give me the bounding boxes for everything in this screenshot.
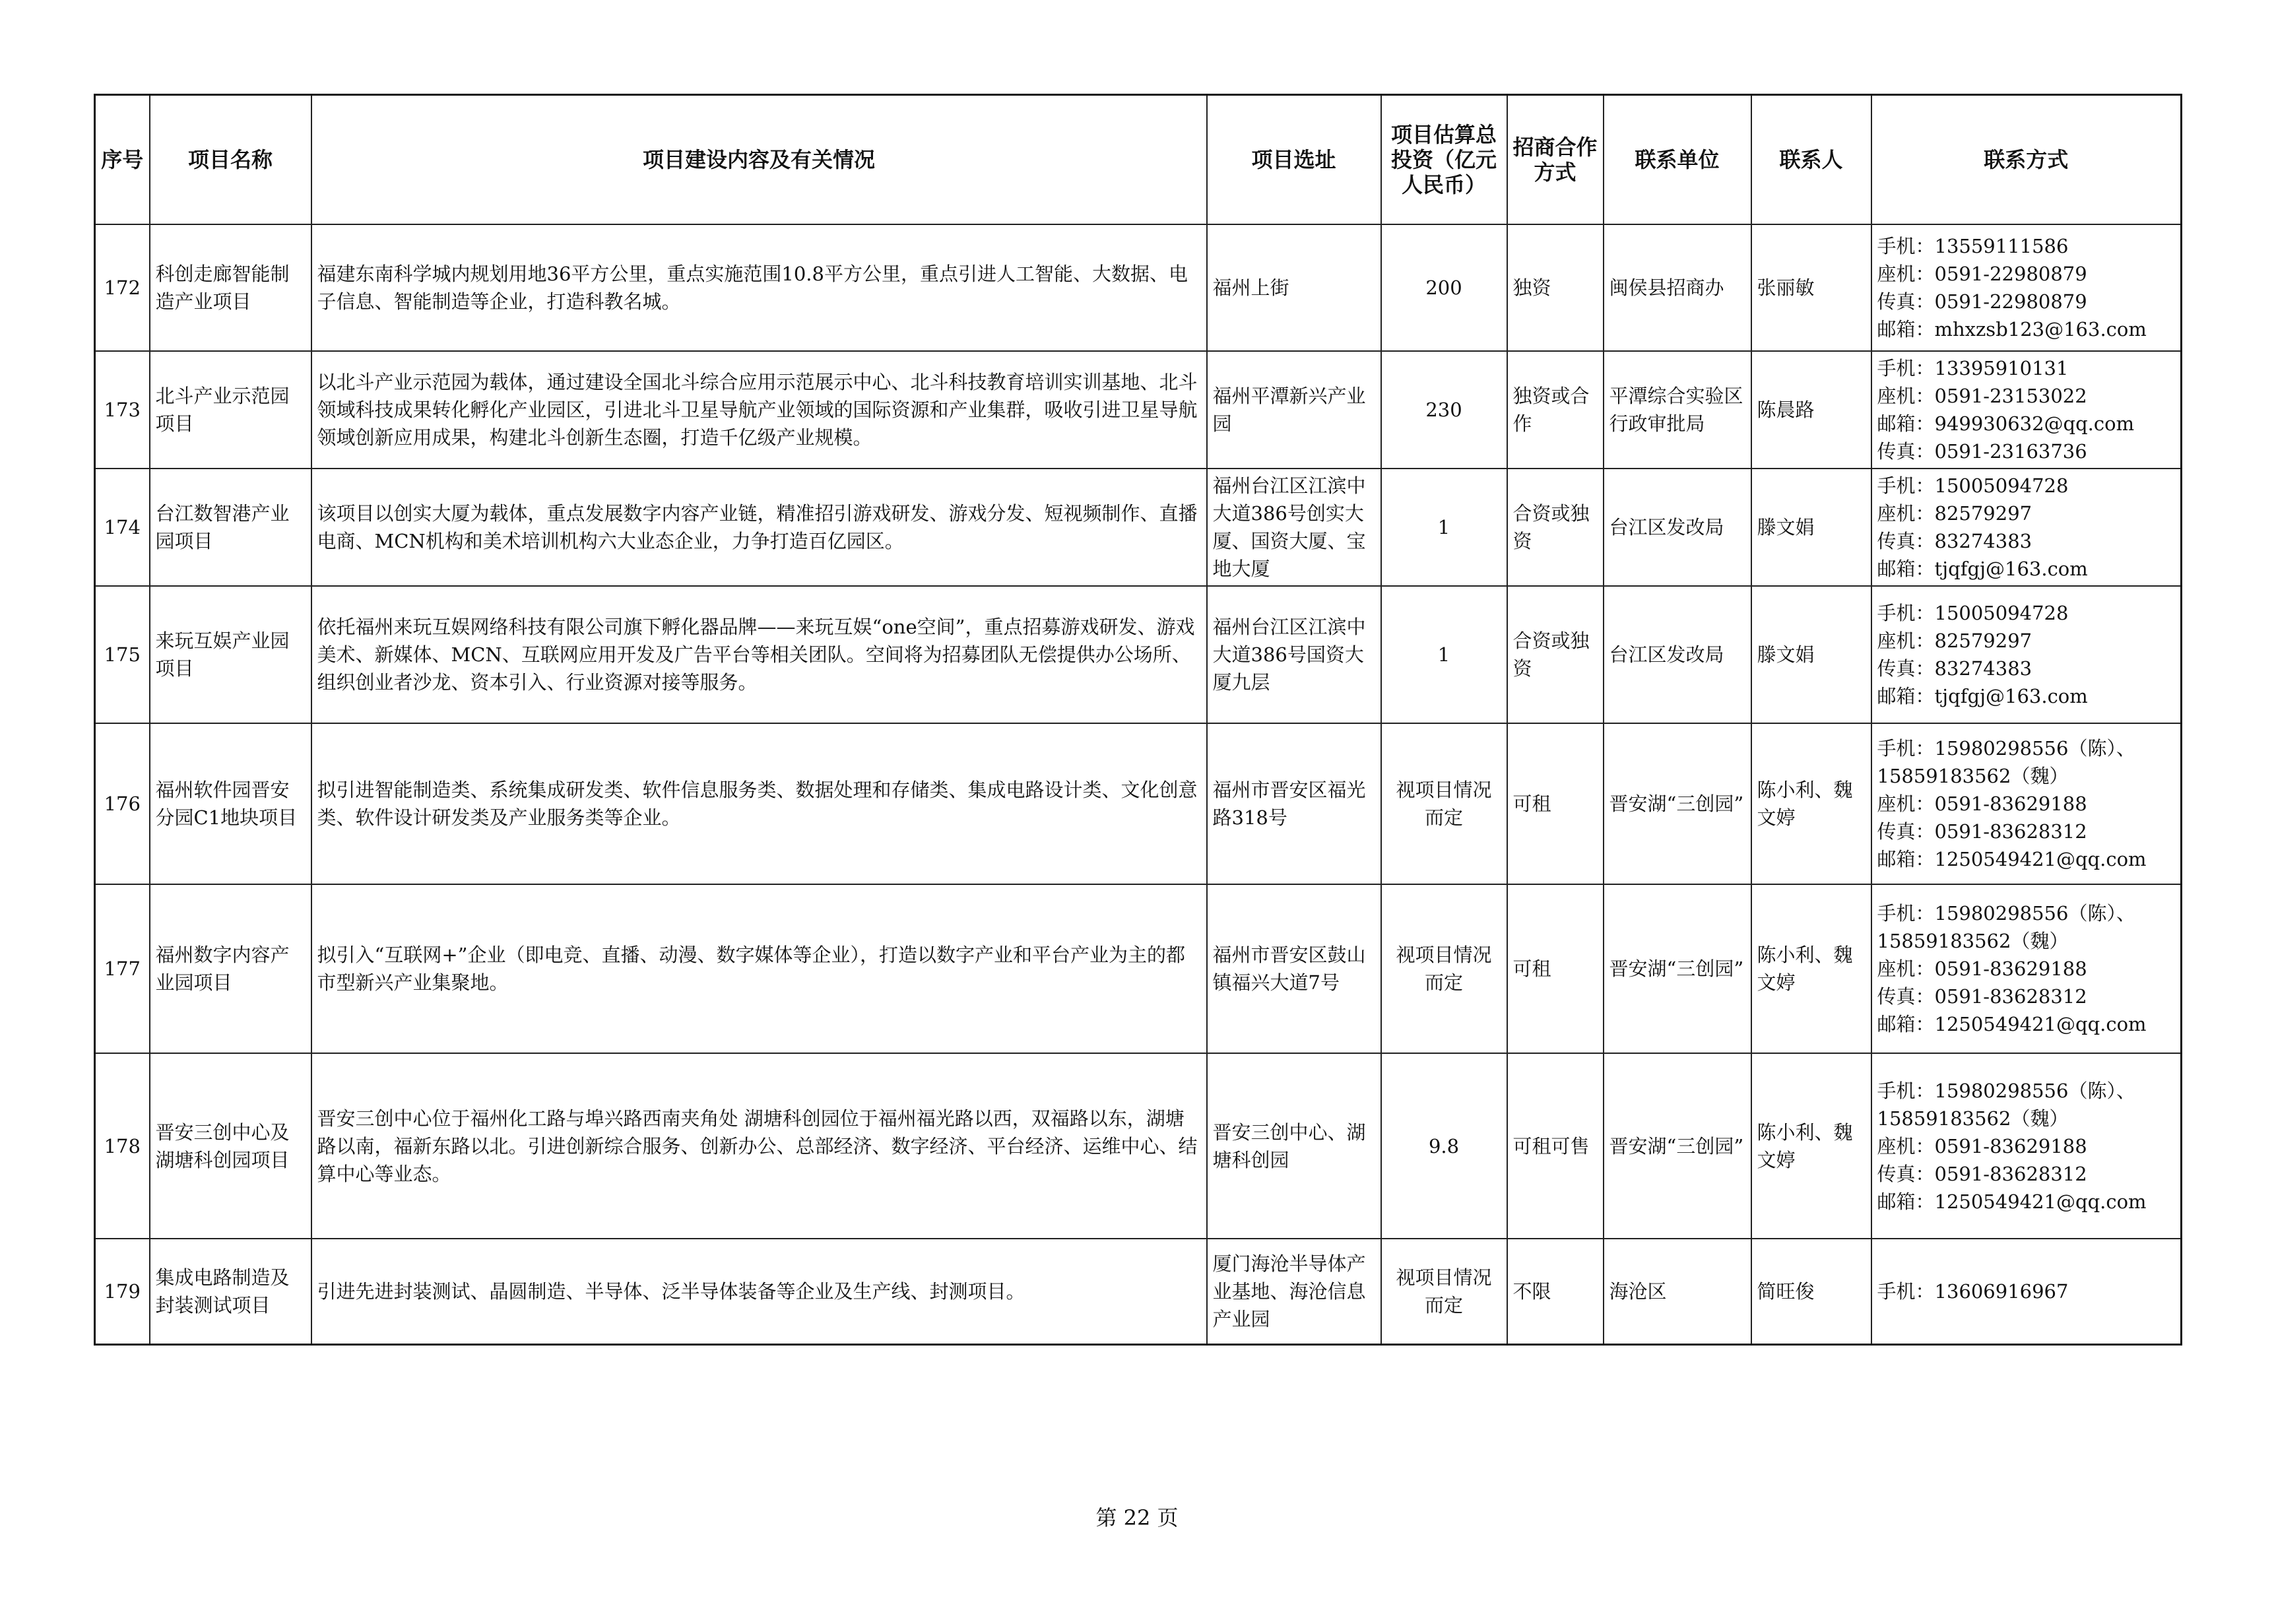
- contact-info: [1871, 1053, 2182, 1239]
- contact-line: 手机：13559111586: [1877, 235, 2069, 257]
- header-name: 项目名称: [150, 95, 311, 225]
- table-row: [95, 351, 2182, 469]
- contact-person: 陈小利、魏文婷: [1751, 1053, 1871, 1239]
- project-location: 福州平潭新兴产业园: [1207, 351, 1381, 469]
- project-content: 该项目以创实大厦为载体，重点发展数字内容产业链，精准招引游戏研发、游戏分发、短视频制作、直播电商、MCN机构和美术培训机构六大业态企业，力争打造百亿园区。: [311, 469, 1207, 586]
- project-investment: 1: [1381, 469, 1507, 586]
- contact-info: [1871, 723, 2182, 884]
- project-location: 福州市晋安区鼓山镇福兴大道7号: [1207, 884, 1381, 1053]
- contact-line: 座机：0591-83629188: [1877, 958, 2087, 980]
- cooperation-mode: 可租: [1507, 723, 1604, 884]
- contact-line: 手机：13395910131: [1877, 357, 2069, 379]
- project-name: 台江数智港产业园项目: [150, 469, 311, 586]
- row-number: 175: [95, 586, 150, 723]
- contact-line: 邮箱：1250549421@qq.com: [1877, 1190, 2147, 1213]
- contact-line: 座机：82579297: [1877, 630, 2032, 652]
- contact-line: 传真：0591-23163736: [1877, 440, 2087, 463]
- project-location: 晋安三创中心、湖塘科创园: [1207, 1053, 1381, 1239]
- contact-unit: 台江区发改局: [1604, 586, 1751, 723]
- contact-person: 陈晨路: [1751, 351, 1871, 469]
- header-mode: 招商合作方式: [1507, 95, 1604, 225]
- project-investment: 9.8: [1381, 1053, 1507, 1239]
- row-number: 172: [95, 224, 150, 351]
- header-investment: 项目估算总投资（亿元人民币）: [1381, 95, 1507, 225]
- row-number: 176: [95, 723, 150, 884]
- cooperation-mode: 可租: [1507, 884, 1604, 1053]
- contact-unit: 台江区发改局: [1604, 469, 1751, 586]
- project-name: 科创走廊智能制造产业项目: [150, 224, 311, 351]
- contact-line: 邮箱：tjqfgj@163.com: [1877, 685, 2088, 707]
- project-content: 拟引入“互联网+”企业（即电竞、直播、动漫、数字媒体等企业），打造以数字产业和平台产业为主的都市型新兴产业集聚地。: [311, 884, 1207, 1053]
- project-content: 福建东南科学城内规划用地36平方公里，重点实施范围10.8平方公里，重点引进人工智能、大数据、电子信息、智能制造等企业，打造科教名城。: [311, 224, 1207, 351]
- table-row: [95, 224, 2182, 351]
- contact-line: 座机：0591-83629188: [1877, 1134, 2087, 1157]
- project-content: 晋安三创中心位于福州化工路与埠兴路西南夹角处 湖塘科创园位于福州福光路以西，双福路以东，湖塘路以南，福新东路以北。引进创新综合服务、创新办公、总部经济、数字经济、平台经济、运维中心、结算中心等业态。: [311, 1053, 1207, 1239]
- cooperation-mode: 独资或合作: [1507, 351, 1604, 469]
- row-number: 173: [95, 351, 150, 469]
- contact-unit: 闽侯县招商办: [1604, 224, 1751, 351]
- contact-line: 手机：15005094728: [1877, 602, 2069, 624]
- contact-info: [1871, 586, 2182, 723]
- contact-line: 手机：15005094728: [1877, 474, 2069, 497]
- table-row: [95, 1239, 2182, 1344]
- project-investment: 230: [1381, 351, 1507, 469]
- row-number: 174: [95, 469, 150, 586]
- table-row: [95, 586, 2182, 723]
- cooperation-mode: 不限: [1507, 1239, 1604, 1344]
- cooperation-mode: 合资或独资: [1507, 586, 1604, 723]
- table-row: [95, 884, 2182, 1053]
- project-name: 来玩互娱产业园项目: [150, 586, 311, 723]
- contact-info: [1871, 351, 2182, 469]
- project-table: [94, 94, 2182, 1346]
- contact-line: 座机：82579297: [1877, 502, 2032, 525]
- project-content: 引进先进封装测试、晶圆制造、半导体、泛半导体装备等企业及生产线、封测项目。: [311, 1239, 1207, 1344]
- project-investment: 视项目情况而定: [1381, 723, 1507, 884]
- project-location: 福州市晋安区福光路318号: [1207, 723, 1381, 884]
- header-unit: 联系单位: [1604, 95, 1751, 225]
- contact-person: 简旺俊: [1751, 1239, 1871, 1344]
- contact-line: 手机：15980298556（陈）、: [1877, 1079, 2135, 1102]
- row-number: 177: [95, 884, 150, 1053]
- project-investment: 视项目情况而定: [1381, 1239, 1507, 1344]
- contact-info: [1871, 884, 2182, 1053]
- contact-line: 座机：0591-22980879: [1877, 263, 2087, 285]
- cooperation-mode: 合资或独资: [1507, 469, 1604, 586]
- contact-line: 邮箱：1250549421@qq.com: [1877, 1013, 2147, 1035]
- project-name: 集成电路制造及封装测试项目: [150, 1239, 311, 1344]
- contact-line: 座机：0591-23153022: [1877, 385, 2087, 407]
- table-row: [95, 469, 2182, 586]
- contact-person: 张丽敏: [1751, 224, 1871, 351]
- contact-line: 传真：0591-83628312: [1877, 985, 2087, 1008]
- contact-line: 邮箱：tjqfgj@163.com: [1877, 558, 2088, 580]
- project-name: 北斗产业示范园项目: [150, 351, 311, 469]
- header-location: 项目选址: [1207, 95, 1381, 225]
- table-body: [95, 224, 2182, 1344]
- contact-line: 邮箱：949930632@qq.com: [1877, 412, 2135, 435]
- contact-person: 陈小利、魏文婷: [1751, 884, 1871, 1053]
- cooperation-mode: 独资: [1507, 224, 1604, 351]
- contact-info: [1871, 469, 2182, 586]
- contact-line: 手机：15980298556（陈）、: [1877, 902, 2135, 925]
- project-name: 福州软件园晋安分园C1地块项目: [150, 723, 311, 884]
- header-no: 序号: [95, 95, 150, 225]
- contact-person: 滕文娟: [1751, 586, 1871, 723]
- header-content: 项目建设内容及有关情况: [311, 95, 1207, 225]
- contact-line: 邮箱：1250549421@qq.com: [1877, 848, 2147, 870]
- contact-line: 邮箱：mhxzsb123@163.com: [1877, 318, 2147, 341]
- project-location: 厦门海沧半导体产业基地、海沧信息产业园: [1207, 1239, 1381, 1344]
- project-location: 福州上街: [1207, 224, 1381, 351]
- contact-unit: 平潭综合实验区行政审批局: [1604, 351, 1751, 469]
- project-investment: 200: [1381, 224, 1507, 351]
- project-name: 福州数字内容产业园项目: [150, 884, 311, 1053]
- contact-line: 传真：0591-83628312: [1877, 820, 2087, 843]
- contact-line: 传真：0591-22980879: [1877, 290, 2087, 313]
- table-row: [95, 1053, 2182, 1239]
- header-person: 联系人: [1751, 95, 1871, 225]
- contact-line: 15859183562（魏）: [1877, 765, 2069, 787]
- header-contact: 联系方式: [1871, 95, 2182, 225]
- contact-line: 15859183562（魏）: [1877, 930, 2069, 952]
- contact-line: 传真：83274383: [1877, 657, 2032, 680]
- cooperation-mode: 可租可售: [1507, 1053, 1604, 1239]
- contact-person: 滕文娟: [1751, 469, 1871, 586]
- row-number: 178: [95, 1053, 150, 1239]
- project-content: 拟引进智能制造类、系统集成研发类、软件信息服务类、数据处理和存储类、集成电路设计类、文化创意类、软件设计研发类及产业服务类等企业。: [311, 723, 1207, 884]
- contact-info: [1871, 1239, 2182, 1344]
- contact-unit: 海沧区: [1604, 1239, 1751, 1344]
- contact-info: [1871, 224, 2182, 351]
- contact-line: 手机：13606916967: [1877, 1280, 2069, 1303]
- project-investment: 视项目情况而定: [1381, 884, 1507, 1053]
- row-number: 179: [95, 1239, 150, 1344]
- page-number: 第 22 页: [1095, 1505, 1179, 1530]
- contact-unit: 晋安湖“三创园”: [1604, 1053, 1751, 1239]
- contact-line: 手机：15980298556（陈）、: [1877, 737, 2135, 760]
- project-location: 福州台江区江滨中大道386号国资大厦九层: [1207, 586, 1381, 723]
- contact-unit: 晋安湖“三创园”: [1604, 884, 1751, 1053]
- contact-unit: 晋安湖“三创园”: [1604, 723, 1751, 884]
- project-content: 以北斗产业示范园为载体，通过建设全国北斗综合应用示范展示中心、北斗科技教育培训实训基地、北斗领域科技成果转化孵化产业园区，引进北斗卫星导航产业领域的国际资源和产业集群，吸收引进卫星导航领域创新应用成果，构建北斗创新生态圈，打造千亿级产业规模。: [311, 351, 1207, 469]
- project-name: 晋安三创中心及湖塘科创园项目: [150, 1053, 311, 1239]
- project-investment: 1: [1381, 586, 1507, 723]
- contact-line: 15859183562（魏）: [1877, 1107, 2069, 1130]
- header-row: [95, 95, 2182, 225]
- contact-line: 座机：0591-83629188: [1877, 793, 2087, 815]
- contact-line: 传真：0591-83628312: [1877, 1162, 2087, 1185]
- table-row: [95, 723, 2182, 884]
- project-content: 依托福州来玩互娱网络科技有限公司旗下孵化器品牌——来玩互娱“one空间”，重点招募游戏研发、游戏美术、新媒体、MCN、互联网应用开发及广告平台等相关团队。空间将为招募团队无偿提供办公场所、组织创业者沙龙、资本引入、行业资源对接等服务。: [311, 586, 1207, 723]
- project-location: 福州台江区江滨中大道386号创实大厦、国资大厦、宝地大厦: [1207, 469, 1381, 586]
- contact-line: 传真：83274383: [1877, 530, 2032, 552]
- contact-person: 陈小利、魏文婷: [1751, 723, 1871, 884]
